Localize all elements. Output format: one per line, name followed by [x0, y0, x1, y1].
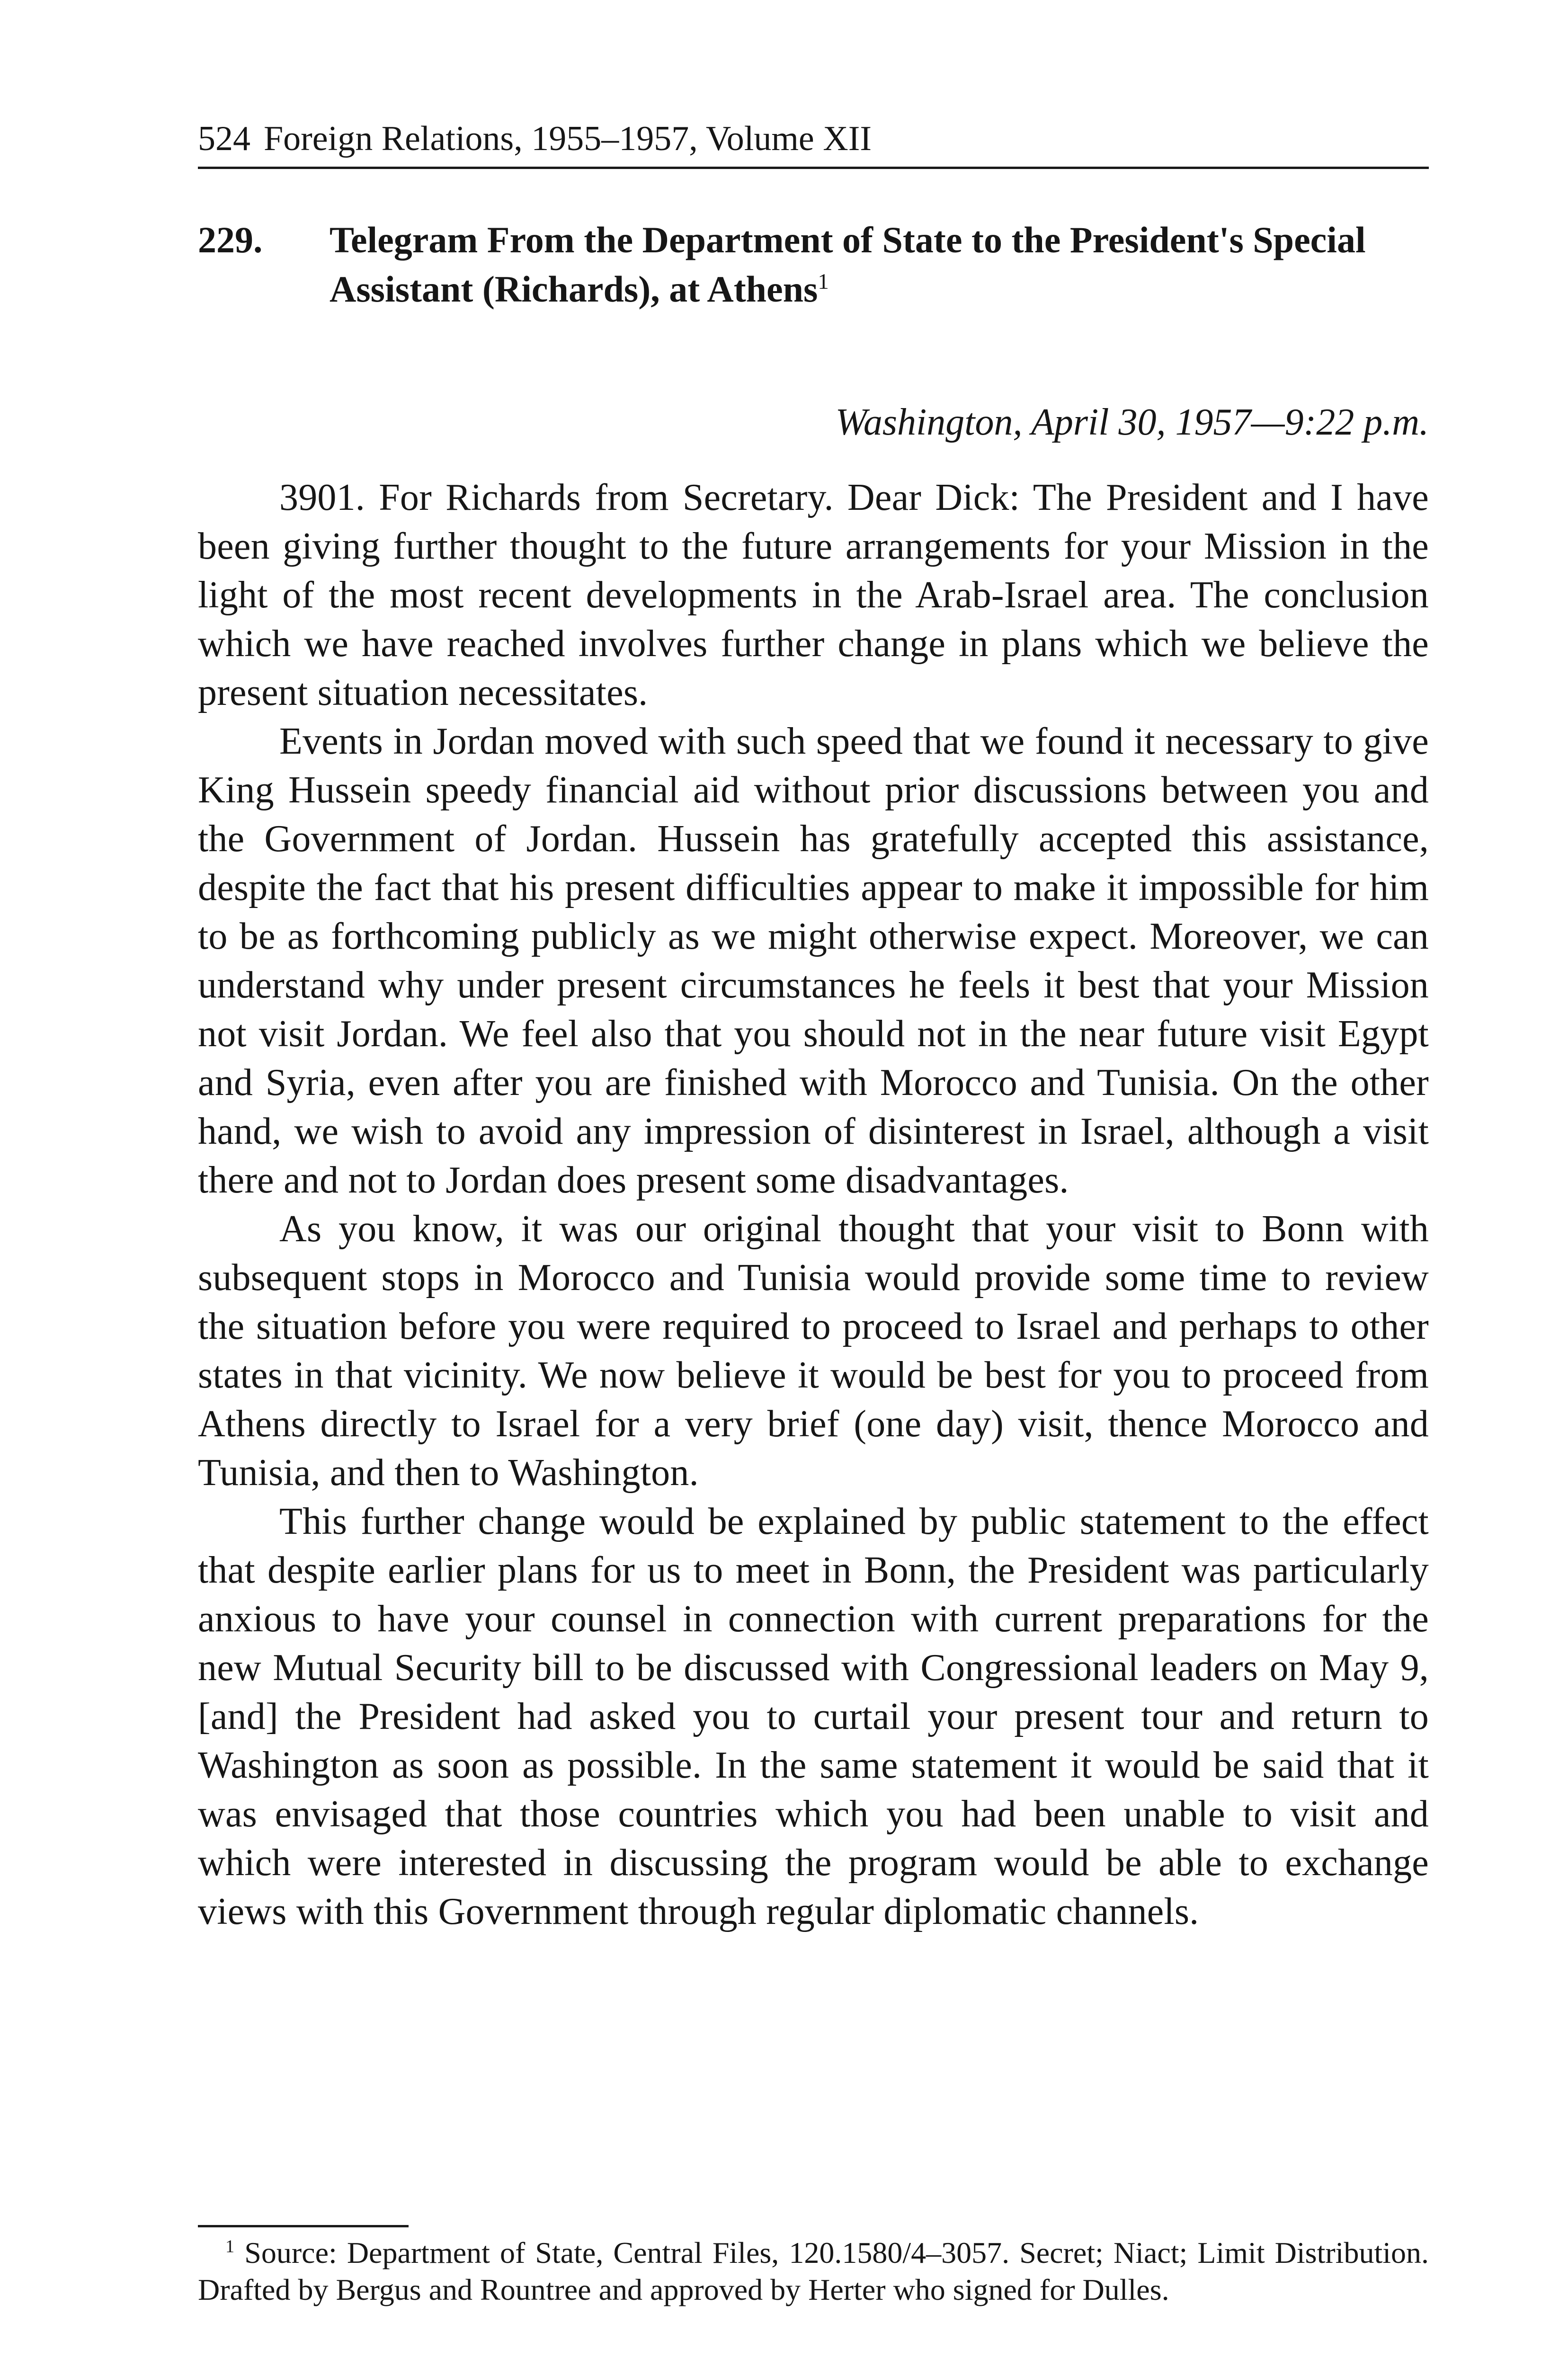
- publication-title: Foreign Relations, 1955–1957, Volume XII: [264, 119, 872, 158]
- document-title: [330, 215, 1428, 314]
- paragraph-1: 3901. For Richards from Secretary. Dear Dick: The President and I have been giving further thought to the future arrangements for your Mission in the light of the most recent developments in the Arab-Israel area. The conclusion which we have reached involves further change in plans which we believe the present situation necessitates.: [198, 477, 1429, 713]
- paragraph-2: Events in Jordan moved with such speed that we found it necessary to give King Hussein speedy financial aid without prior discussions between you and the Government of Jordan. Hussein has gratefully accepted this assistance, despite the fact that his present difficulties appear to make it impossible for him to be as forthcoming publicly as we might otherwise expect. Moreover, we can understand why under present circumstances he feels it best that your Mission not visit Jordan. We feel also that you should not in the near future visit Egypt and Syria, even after you are finished with Morocco and Tunisia. On the other hand, we wish to avoid any impression of disinterest in Israel, although a visit there and not to Jordan does present some disadvantages.: [198, 721, 1429, 1201]
- footnote: [198, 2234, 1429, 2308]
- dateline: Washington, April 30, 1957—9:22 p.m.: [835, 401, 1429, 443]
- telegram-body: [198, 473, 1429, 1936]
- paragraph-4: This further change would be explained by public statement to the effect that despite earlier plans for us to meet in Bonn, the President was particularly anxious to have your counsel in connection with current preparations for the new Mutual Security bill to be discussed with Congressional leaders on May 9, [and] the President had asked you to curtail your present tour and return to Washington as soon as possible. In the same statement it would be said that it was envisaged that those countries which you had been unable to visit and which were interested in discussing the program would be able to exchange views with this Government through regular diplomatic channels.: [198, 1501, 1429, 1932]
- footnote-text: Source: Department of State, Central Files, 120.1580/4–3057. Secret; Niact; Limit Distribution. Drafted by Bergus and Rountree and approved by Herter who signed for Dulles.: [198, 2236, 1429, 2306]
- page-number: 524: [198, 119, 250, 158]
- header-rule: [198, 167, 1429, 169]
- running-head: [198, 117, 1429, 160]
- document-title-text: Telegram From the Department of State to the President's Special Assistant (Richards), at Athens: [330, 219, 1366, 310]
- document-heading: [198, 215, 1429, 314]
- document-number: 229.: [198, 219, 263, 260]
- footnote-rule: [198, 2225, 409, 2227]
- paragraph-3: As you know, it was our original thought that your visit to Bonn with subsequent stops in Morocco and Tunisia would provide some time to review the situation before you were required to proceed to Israel and perhaps to other states in that vicinity. We now believe it would be best for you to proceed from Athens directly to Israel for a very brief (one day) visit, thence Morocco and Tunisia, and then to Washington.: [198, 1208, 1429, 1494]
- footnote-reference: 1: [818, 269, 829, 294]
- footnote-marker: 1: [225, 2236, 235, 2257]
